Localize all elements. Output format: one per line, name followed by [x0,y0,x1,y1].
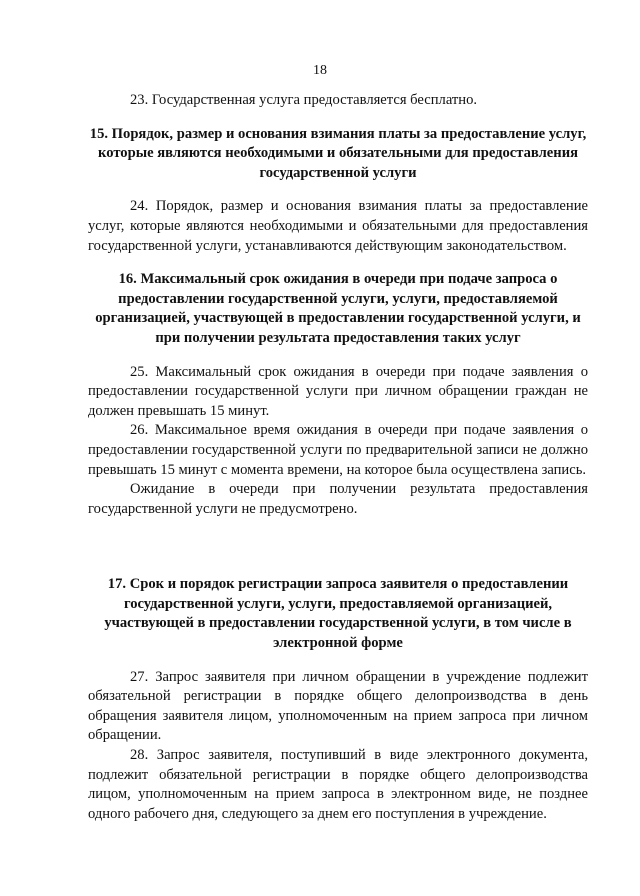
section-heading-16: 16. Максимальный срок ожидания в очереди при подаче запроса о предоставлении государственной услуги, услуги, предоставляемой организацией, участвующей в предоставлении государственной услуги, и при получении результата предоставления таких услуг [95,271,581,346]
paragraph-28: 28. Запрос заявителя, поступивший в виде электронного документа, подлежит обязательной регистрации в порядке общего делопроизводства лицом, уполномоченным на прием запроса в электронном виде, не позднее одного рабочего дня, следующего за днем его поступления в учреждение. [88,747,588,822]
section-heading-17: 17. Срок и порядок регистрации запроса заявителя о предоставлении государственной услуги, услуги, предоставляемой организацией, участвующей в предоставлении государственной услуги, в том числе в электронной форме [104,576,572,652]
paragraph-23: 23. Государственная услуга предоставляется бесплатно. [130,92,478,108]
paragraph-26: 26. Максимальное время ожидания в очереди при подаче заявления о предоставлении государственной услуги по предварительной записи не должно превышать 15 минут с момента времени, на которое была осуществлена запись. [88,422,588,478]
paragraph-24: 24. Порядок, размер и основания взимания платы за предоставление услуг, которые являются необходимыми и обязательными для предоставления государственной услуги, устанавливаются действующим законодательством. [88,198,588,254]
paragraph-26-continuation: Ожидание в очереди при получении результата предоставления государственной услуги не предусмотрено. [88,481,588,517]
section-heading-15: 15. Порядок, размер и основания взимания платы за предоставление услуг, которые являются необходимыми и обязательными для предоставления государственной услуги [89,125,587,181]
document-body [88,91,588,824]
page-number: 18 [313,63,327,78]
paragraph-25: 25. Максимальный срок ожидания в очереди при подаче заявления о предоставлении государственной услуги при личном обращении граждан не должен превышать 15 минут. [88,363,588,419]
paragraph-27: 27. Запрос заявителя при личном обращении в учреждение подлежит обязательной регистрации в порядке общего делопроизводства в день обращения заявителя лицом, уполномоченным на прием запроса при личном обращении. [88,668,588,744]
